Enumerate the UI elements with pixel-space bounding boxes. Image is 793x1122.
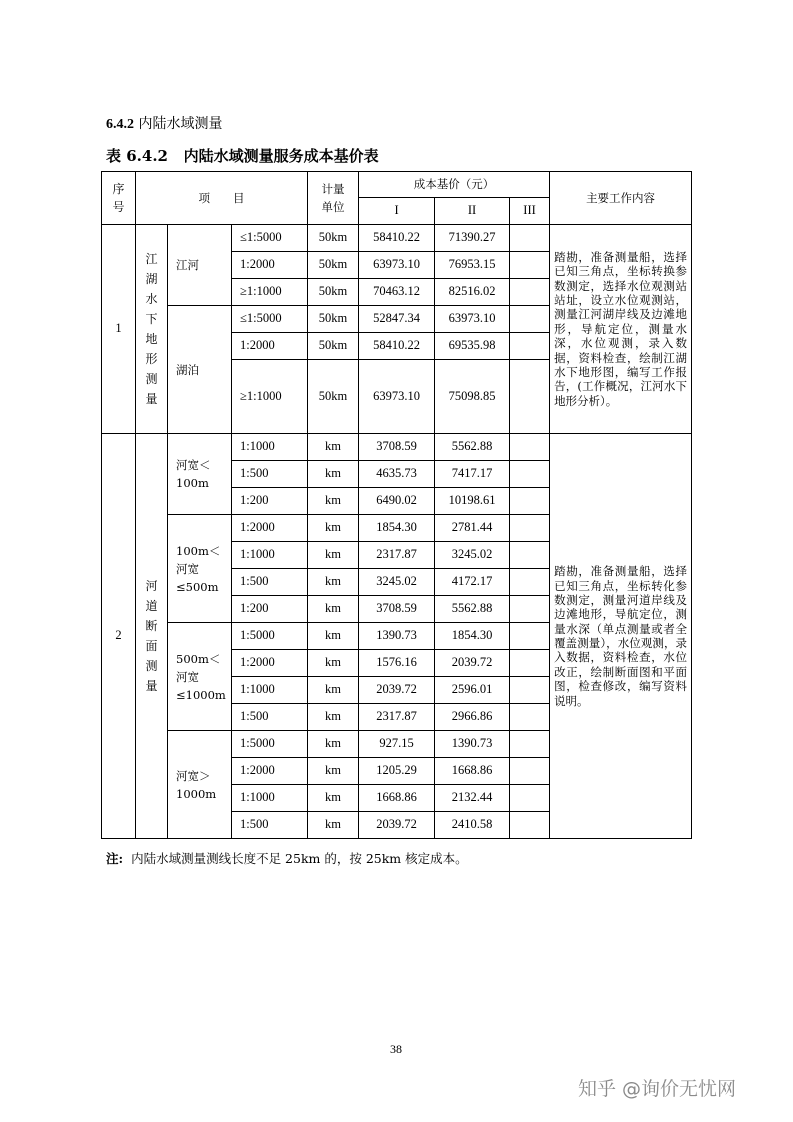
cost-iii-cell [510,488,550,515]
cost-i-cell: 927.15 [359,731,435,758]
cost-i-cell: 3245.02 [359,569,435,596]
cost-iii-cell [510,360,550,434]
scale-cell: ≥1:1000 [232,360,308,434]
unit-cell: km [308,812,359,839]
cost-ii-cell: 76953.15 [435,252,510,279]
unit-cell: km [308,650,359,677]
scale-cell: 1:200 [232,596,308,623]
cost-ii-cell: 5562.88 [435,434,510,461]
category-label: 河道断面测量 [145,579,158,693]
subgroup-cell: 河宽＜100m [168,434,232,515]
header-col-ii: II [435,198,510,225]
cost-ii-cell: 1390.73 [435,731,510,758]
unit-cell: 50km [308,252,359,279]
cost-i-cell: 52847.34 [359,306,435,333]
table-row [102,225,692,252]
unit-cell: km [308,704,359,731]
unit-cell: km [308,623,359,650]
scale-cell: 1:500 [232,704,308,731]
cost-ii-cell: 3245.02 [435,542,510,569]
unit-cell: 50km [308,279,359,306]
cost-iii-cell [510,279,550,306]
page-number: 38 [390,1042,402,1056]
scale-cell: 1:2000 [232,515,308,542]
unit-cell: km [308,785,359,812]
cost-ii-cell: 5562.88 [435,596,510,623]
header-item: 项 目 [136,172,308,225]
work-content-cell: 踏勘，准备测量船，选择已知三角点，坐标转换参数测定，选择水位观测站站址，设立水位观测站，测量江河湖岸线及边滩地形，导航定位，测量水深，水位观测，录入数据，资料检查，绘制江湖水下地形图，编写工作报告，(工作概况，江河水下地形分析）。 [550,225,692,434]
cost-ii-cell: 2781.44 [435,515,510,542]
cost-iii-cell [510,650,550,677]
scale-cell: 1:1000 [232,542,308,569]
cost-i-cell: 1668.86 [359,785,435,812]
cost-ii-cell: 10198.61 [435,488,510,515]
cost-ii-cell: 69535.98 [435,333,510,360]
subgroup-cell: 河宽＞1000m [168,731,232,839]
cost-iii-cell [510,677,550,704]
cost-iii-cell [510,704,550,731]
unit-cell: 50km [308,306,359,333]
cost-iii-cell [510,434,550,461]
unit-cell: km [308,731,359,758]
subgroup-cell: 100m＜河宽≤500m [168,515,232,623]
scale-cell: ≤1:5000 [232,225,308,252]
table-caption-title: 内陆水域测量服务成本基价表 [183,147,379,165]
cost-ii-cell: 75098.85 [435,360,510,434]
unit-cell: km [308,758,359,785]
cost-iii-cell [510,812,550,839]
note-text: 内陆水域测量测线长度不足 25km 的，按 25km 核定成本。 [131,851,468,866]
cost-i-cell: 1205.29 [359,758,435,785]
cost-ii-cell: 2410.58 [435,812,510,839]
header-col-iii: III [510,198,550,225]
cost-ii-cell: 1668.86 [435,758,510,785]
cost-i-cell: 3708.59 [359,434,435,461]
cost-iii-cell [510,569,550,596]
cost-i-cell: 2039.72 [359,677,435,704]
scale-cell: 1:500 [232,812,308,839]
cost-ii-cell: 63973.10 [435,306,510,333]
scale-cell: 1:1000 [232,677,308,704]
scale-cell: 1:200 [232,488,308,515]
cost-ii-cell: 4172.17 [435,569,510,596]
cost-i-cell: 1390.73 [359,623,435,650]
cost-i-cell: 1576.16 [359,650,435,677]
cost-iii-cell [510,731,550,758]
scale-cell: 1:5000 [232,623,308,650]
cost-iii-cell [510,333,550,360]
unit-cell: km [308,569,359,596]
scale-cell: ≤1:5000 [232,306,308,333]
unit-cell: km [308,515,359,542]
note-label: 注: [106,851,124,866]
unit-cell: 50km [308,333,359,360]
cost-i-cell: 70463.12 [359,279,435,306]
unit-cell: km [308,596,359,623]
cost-iii-cell [510,225,550,252]
work-content-cell: 踏勘，准备测量船，选择已知三角点，坐标转化参数测定，测量河道岸线及边滩地形，导航定位，测量水深（单点测量或者全覆盖测量），水位观测，录入数据，资料检查，水位改正，绘制断面图和平面图，检查修改，编写资料说明。 [550,434,692,839]
subgroup-cell: 江河 [168,225,232,306]
cost-iii-cell [510,461,550,488]
seq-cell: 2 [102,434,136,839]
cost-ii-cell: 71390.27 [435,225,510,252]
scale-cell: 1:2000 [232,333,308,360]
cost-i-cell: 63973.10 [359,360,435,434]
header-col-i: I [359,198,435,225]
subgroup-cell: 湖泊 [168,306,232,434]
scale-cell: ≥1:1000 [232,279,308,306]
cost-ii-cell: 1854.30 [435,623,510,650]
scale-cell: 1:500 [232,461,308,488]
scale-cell: 1:2000 [232,758,308,785]
cost-i-cell: 1854.30 [359,515,435,542]
unit-cell: 50km [308,225,359,252]
section-number: 6.4.2 [106,117,134,132]
cost-i-cell: 2039.72 [359,812,435,839]
cost-iii-cell [510,623,550,650]
cost-ii-cell: 2132.44 [435,785,510,812]
cost-i-cell: 4635.73 [359,461,435,488]
cost-ii-cell: 2039.72 [435,650,510,677]
category-cell [136,225,168,434]
header-cost: 成本基价（元） [359,172,550,198]
subgroup-cell: 500m＜河宽≤1000m [168,623,232,731]
cost-i-cell: 63973.10 [359,252,435,279]
scale-cell: 1:1000 [232,785,308,812]
scale-cell: 1:5000 [232,731,308,758]
section-title: 内陆水域测量 [138,116,223,132]
cost-iii-cell [510,785,550,812]
cost-ii-cell: 2966.86 [435,704,510,731]
scale-cell: 1:500 [232,569,308,596]
seq-cell: 1 [102,225,136,434]
cost-i-cell: 58410.22 [359,225,435,252]
watermark: 知乎 @询价无忧网 [578,1078,737,1100]
cost-iii-cell [510,515,550,542]
cost-ii-cell: 7417.17 [435,461,510,488]
cost-iii-cell [510,758,550,785]
category-cell [136,434,168,839]
unit-cell: km [308,461,359,488]
cost-ii-cell: 2596.01 [435,677,510,704]
cost-iii-cell [510,542,550,569]
unit-cell: km [308,542,359,569]
unit-cell: km [308,434,359,461]
header-work: 主要工作内容 [550,172,692,225]
table-note [106,849,468,867]
unit-cell: km [308,488,359,515]
table-caption-label: 表 6.4.2 [106,147,168,165]
header-seq: 序号 [102,172,136,225]
cost-table [101,171,692,839]
table-row [102,434,692,461]
unit-cell: km [308,677,359,704]
cost-i-cell: 2317.87 [359,704,435,731]
scale-cell: 1:2000 [232,252,308,279]
table-caption [106,145,379,166]
cost-iii-cell [510,252,550,279]
cost-iii-cell [510,306,550,333]
cost-i-cell: 3708.59 [359,596,435,623]
scale-cell: 1:1000 [232,434,308,461]
category-label: 江湖水下地形测量 [145,252,158,406]
unit-cell: 50km [308,360,359,434]
section-heading [106,113,222,133]
cost-ii-cell: 82516.02 [435,279,510,306]
cost-i-cell: 2317.87 [359,542,435,569]
cost-iii-cell [510,596,550,623]
scale-cell: 1:2000 [232,650,308,677]
cost-i-cell: 6490.02 [359,488,435,515]
header-unit: 计量单位 [308,172,359,225]
cost-i-cell: 58410.22 [359,333,435,360]
